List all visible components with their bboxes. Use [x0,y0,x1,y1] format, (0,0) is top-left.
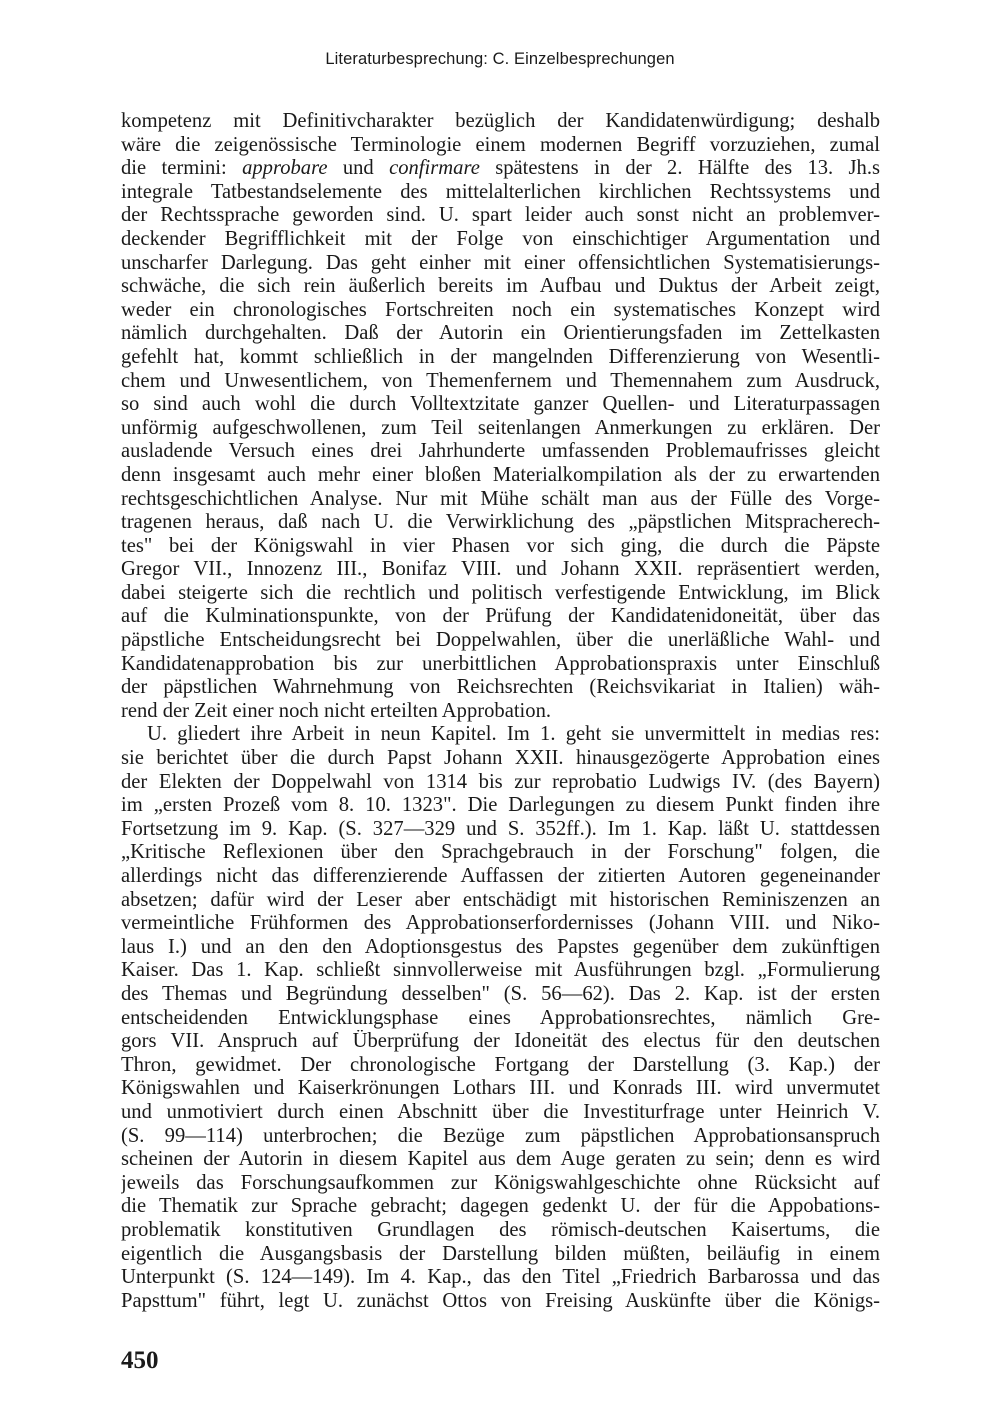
paragraph-1 [121,110,880,723]
text-line: eigentlich die Ausgangsbasis der Darstellung bilden müßten, beiläufig in einem [121,1242,880,1265]
running-header: Literaturbesprechung: C. Einzelbesprechungen [325,50,675,68]
text-line: Gregor VII., Innozenz III., Bonifaz VIII. und Johann XXII. repräsentiert werden, [121,558,880,581]
text-line: deckender Begrifflichkeit mit der Folge von einschichtiger Argumentation und [121,227,880,250]
text-fragment: und [327,157,390,180]
text-line: tragenen heraus, daß nach U. die Verwirklichung des „päpstlichen Mitspracherech- [121,511,880,534]
text-line: U. gliedert ihre Arbeit in neun Kapitel. Im 1. geht sie unvermittelt in medias res: [147,723,880,746]
text-fragment: spätestens in der 2. Hälfte des 13. Jh.s [479,157,880,180]
text-line: (S. 99—114) unterbrochen; die Bezüge zum päpstlichen Approbationsanspruch [121,1124,880,1147]
text-line: Kaiser. Das 1. Kap. schließt sinnvollerweise mit Ausführungen bzgl. „Formulierung [121,959,880,982]
text-line: auf die Kulminationspunkte, von der Prüfung der Kandidatenidoneität, über das [121,605,880,628]
text-line: jeweils das Forschungsaufkommen zur Königswahlgeschichte ohne Rücksicht auf [121,1171,880,1194]
paragraph-2 [121,723,880,1313]
text-line: rechtsgeschichtlichen Analyse. Nur mit Mühe schält man aus der Fülle des Vorge- [121,487,880,510]
text-line: entscheidenden Entwicklungsphase eines Approbationsrechtes, nämlich Gre- [121,1006,880,1029]
text-line: schwäche, die sich rein äußerlich bereits im Aufbau und Duktus der Arbeit zeigt, [121,275,880,298]
text-line: Papsttum" führt, legt U. zunächst Ottos von Freising Auskünfte über die Königs- [121,1289,880,1312]
text-line: absetzen; dafür wird der Leser aber entschädigt mit historischen Reminiszenzen an [121,888,880,911]
text-line: weder ein chronologisches Fortschreiten noch ein systematisches Konzept wird [121,298,880,321]
text-line: Fortsetzung im 9. Kap. (S. 327—329 und S. 352ff.). Im 1. Kap. läßt U. stattdessen [121,817,880,840]
text-line: im „ersten Prozeß vom 8. 10. 1323". Die Darlegungen zu diesem Punkt finden ihre [121,794,880,817]
text-line: Kandidatenapprobation bis zur unerbittlichen Approbationspraxis unter Einschluß [121,652,880,675]
text-line: sie berichtet über die durch Papst Johann XXII. hinausgezögerte Approbation eines [121,747,880,770]
text-line: unförmig aufgeschwollenen, zum Teil seitenlangen Anmerkungen zu erklären. Der [121,416,880,439]
text-line: rend der Zeit einer noch nicht erteilten Approbation. [121,699,552,722]
text-line: gors VII. Anspruch auf Überprüfung der Idoneität des electus für den deutschen [121,1030,880,1053]
text-line: die Thematik zur Sprache gebracht; dagegen gedenkt U. der für die Appobations- [121,1195,880,1218]
text-line: der Rechtssprache geworden sind. U. spart leider auch sonst nicht an problemver- [121,204,880,227]
text-line: „Kritische Reflexionen über den Sprachgebrauch in der Forschung" folgen, die [121,841,880,864]
text-line: integrale Tatbestandselemente des mittelalterlichen kirchlichen Rechtssystems und [121,180,880,203]
text-line: der Elekten der Doppelwahl von 1314 bis zur reprobatio Ludwigs IV. (des Bayern) [121,770,880,793]
text-line: unscharfer Darlegung. Das geht einher mit einer offensichtlichen Systematisierungs- [121,251,880,274]
text-line: so sind auch wohl die durch Volltextzitate ganzer Quellen- und Literaturpassagen [121,393,880,416]
text-line: tes" bei der Königswahl in vier Phasen vor sich ging, die durch die Päpste [121,534,880,557]
page-number: 450 [121,1347,159,1374]
latin-term: approbare [242,157,328,180]
text-line: wäre die zeigenössische Terminologie einem modernen Begriff vorzuziehen, zumal [121,133,880,156]
text-line: chem und Unwesentlichem, von Themenfernem und Themennahem zum Ausdruck, [121,369,880,392]
body-text [121,110,880,1313]
text-line [121,157,880,181]
text-line: und unmotiviert durch einen Abschnitt über die Investiturfrage unter Heinrich V. [121,1100,880,1123]
text-line: Thron, gewidmet. Der chronologische Fortgang der Darstellung (3. Kap.) der [121,1053,880,1076]
latin-term: confirmare [389,157,480,180]
text-line: laus I.) und an den den Adoptionsgestus des Papstes gegenüber dem zukünftigen [121,935,880,958]
text-line: gefehlt hat, kommt schließlich in der mangelnden Differenzierung von Wesentli- [121,345,880,368]
text-line: problematik konstitutiven Grundlagen des römisch-deutschen Kaisertums, die [121,1218,880,1241]
text-line: allerdings nicht das differenzierende Auffassen der zitierten Autoren gegeneinander [121,865,880,887]
text-line: kompetenz mit Definitivcharakter bezüglich der Kandidatenwürdigung; deshalb [121,110,880,132]
text-line: ausladende Versuch eines drei Jahrhunderte umfassenden Problemaufrisses gleicht [121,440,880,463]
text-fragment: die termini: [121,157,243,180]
text-line: Unterpunkt (S. 124—149). Im 4. Kap., das den Titel „Friedrich Barbarossa und das [121,1266,880,1289]
text-line: der päpstlichen Wahrnehmung von Reichsrechten (Reichsvikariat in Italien) wäh- [121,676,880,699]
text-line: vermeintliche Frühformen des Approbationserfordernisses (Johann VIII. und Niko- [121,912,880,935]
text-line: des Themas und Begründung desselben" (S. 56—62). Das 2. Kap. ist der ersten [121,982,880,1005]
text-line: scheinen der Autorin in diesem Kapitel aus dem Auge geraten zu sein; denn es wird [121,1148,880,1171]
text-line: dabei steigerte sich die rechtlich und politisch verfestigende Entwicklung, im Blick [121,581,880,604]
text-line: Königswahlen und Kaiserkrönungen Lothars III. und Konrads III. wird unvermutet [121,1077,880,1100]
text-line: denn insgesamt auch mehr einer bloßen Materialkompilation als der zu erwartenden [121,463,880,486]
text-line: nämlich durchgehalten. Daß der Autorin ein Orientierungsfaden im Zettelkasten [121,322,880,345]
text-line: päpstliche Entscheidungsrecht bei Doppelwahlen, über die unerläßliche Wahl- und [121,629,880,652]
